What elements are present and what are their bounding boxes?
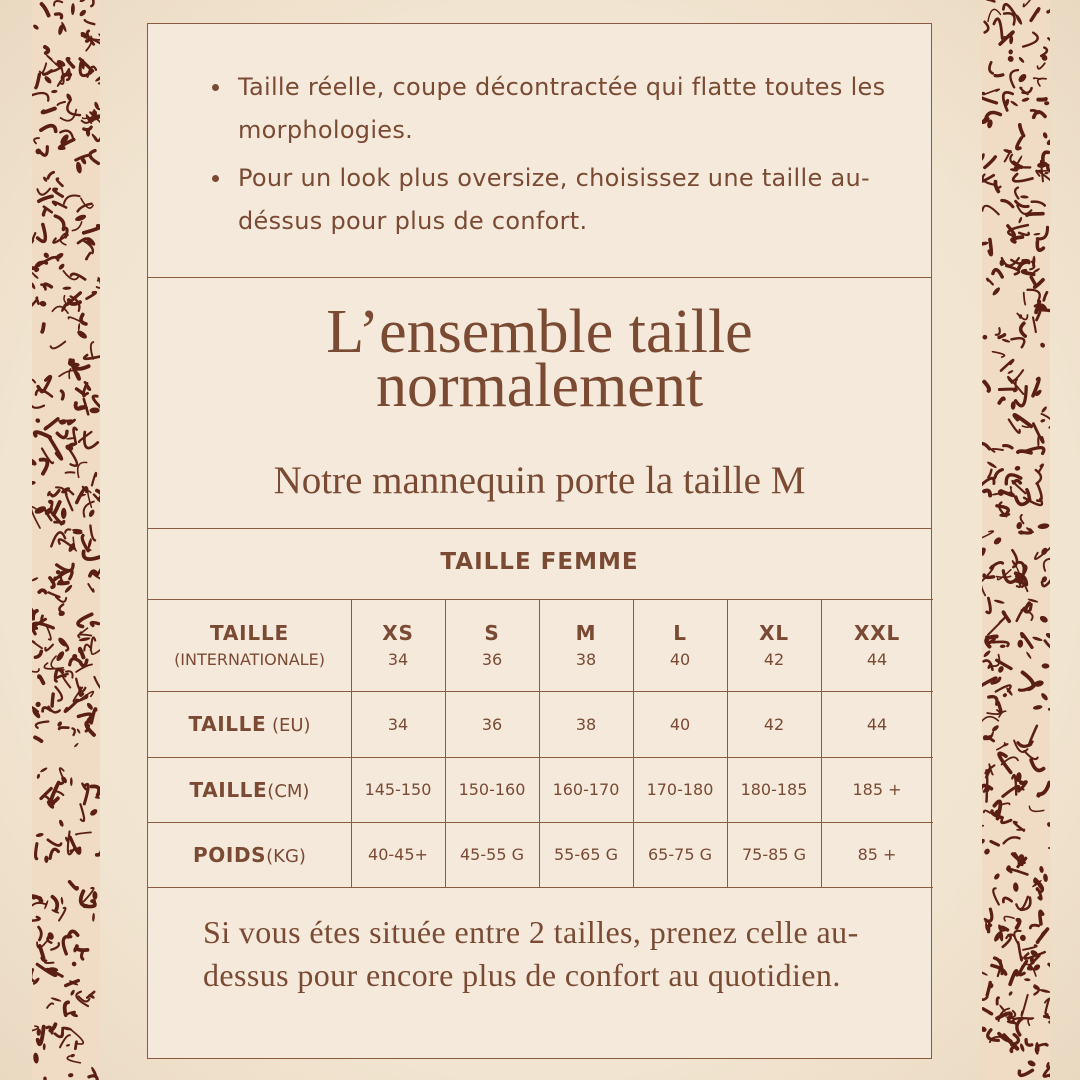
table-cell: 180-185 [740, 780, 808, 799]
right-decorative-border [982, 0, 1050, 1080]
table-row-label [148, 757, 351, 822]
table-cell: 145-150 [364, 780, 432, 799]
bullet-icon [212, 175, 219, 182]
fit-note-text: Pour un look plus oversize, choisissez une taille au-déssus pour plus de confort. [238, 164, 870, 235]
title-line: L’ensemble taille [326, 298, 753, 366]
table-line [148, 887, 933, 888]
table-cell: 40-45+ [368, 845, 428, 864]
table-header-size [351, 599, 445, 691]
table-cell: 36 [481, 714, 503, 734]
table-cell: 85 + [857, 845, 897, 864]
size-number: 44 [866, 650, 888, 669]
divider [148, 528, 931, 529]
table-row-label [148, 822, 351, 887]
size-code: M [575, 621, 597, 645]
header-label-main: TAILLE [210, 621, 289, 645]
fit-heading [148, 279, 931, 529]
table-cell: 34 [387, 714, 409, 734]
title-line: normalement [375, 352, 704, 420]
table-cell: 55-65 G [554, 845, 618, 864]
table-cell: 75-85 G [742, 845, 806, 864]
table-cell: 42 [763, 714, 785, 734]
table-cell: 65-75 G [648, 845, 712, 864]
size-number: 36 [481, 650, 503, 669]
bullet-icon [212, 84, 219, 91]
table-cell: 44 [866, 714, 888, 734]
table-header-size [539, 599, 633, 691]
table-cell: 185 + [852, 780, 902, 799]
table-row-label [148, 691, 351, 757]
table-header-label [148, 599, 351, 691]
size-code: XL [759, 621, 789, 645]
table-cell: 150-160 [458, 780, 526, 799]
row-label-unit: (CM) [267, 780, 310, 802]
table-header-size [821, 599, 933, 691]
fit-note-item [210, 66, 891, 152]
row-label-unit: (EU) [266, 715, 311, 736]
row-label-main: TAILLE [188, 712, 267, 736]
row-label-main: TAILLE [189, 777, 268, 802]
size-number: 38 [575, 650, 597, 669]
row-label-main: POIDS [193, 842, 267, 867]
vine-pattern [32, 0, 100, 1080]
table-cell: 170-180 [646, 780, 714, 799]
table-cell: 38 [575, 714, 597, 734]
table-cell: 45-55 G [460, 845, 524, 864]
table-title: TAILLE FEMME [440, 549, 639, 575]
fit-note-item [210, 157, 891, 243]
size-code: XS [382, 621, 414, 645]
size-code: S [484, 621, 500, 645]
fit-note-text: Taille réelle, coupe décontractée qui flatte toutes les morphologies. [238, 73, 886, 144]
table-header-size [727, 599, 821, 691]
footer-advice-text: Si vous étes située entre 2 tailles, prenez celle au-dessus pour encore plus de confort au quotidien. [203, 914, 859, 993]
table-cell: 160-170 [552, 780, 620, 799]
header-label-sub: (INTERNATIONALE) [174, 650, 325, 669]
size-number: 42 [763, 650, 785, 669]
size-code: XXL [854, 621, 900, 645]
table-header-size [633, 599, 727, 691]
model-size-subtitle: Notre mannequin porte la taille M [273, 459, 806, 502]
page-title [148, 298, 931, 420]
vine-pattern [982, 0, 1050, 1080]
left-decorative-border [32, 0, 100, 1080]
size-table [148, 599, 933, 889]
size-guide-card [147, 23, 932, 1059]
size-number: 40 [669, 650, 691, 669]
table-header-size [445, 599, 539, 691]
fit-notes [148, 24, 931, 279]
row-label-unit: (KG) [266, 845, 306, 867]
size-number: 34 [387, 650, 409, 669]
table-cell: 40 [669, 714, 691, 734]
size-code: L [673, 621, 687, 645]
divider [148, 277, 931, 278]
